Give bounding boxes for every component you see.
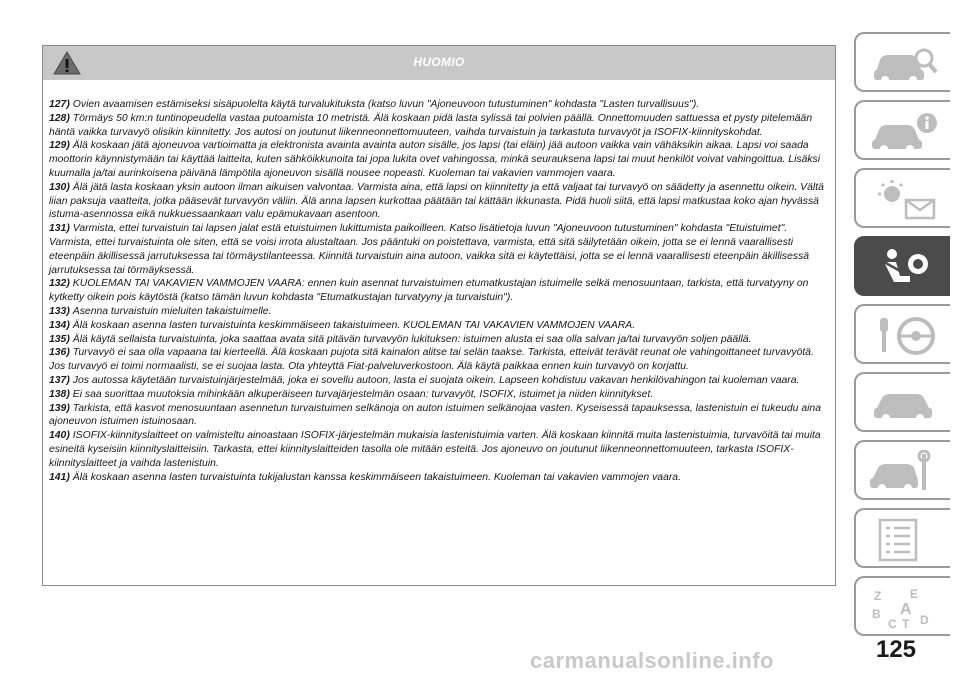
car-maintenance-icon [870, 450, 940, 494]
index-letter: A [900, 601, 912, 618]
warning-lights-icon [870, 178, 940, 222]
warning-note [49, 388, 829, 402]
note-number: 129) [49, 140, 70, 152]
warning-box [42, 45, 836, 586]
index-letter: Z [874, 589, 882, 603]
warning-note [49, 374, 829, 388]
note-number: 131) [49, 223, 70, 235]
note-text: Varmista, ettei turvaistuin tai lapsen jalat estä etuistuimen lukittumista paikoilleen. Katso lisätietoja luvun "Ajoneuvoon tutustuminen" kohdasta "Etuistuimet". Varmista, ettei turvaistuinta ole siten, että se voisi irrota alustaltaan. Jos pääntuki on poistettava, varmista, että sitä säilytetään oikein, jotta se ei lennä vaarallisesti eteenpäin äkillisessä jarrutuksessa tai törmäystilanteessa. Kiinnitä turvaistuin aina autoon, vaikka sitä ei käytettäisi, jotta se ei lennä vaarallisesti eteenpäin äkillisessä jarrutuksessa tai törmäyksessä. [49, 223, 810, 276]
note-number: 134) [49, 319, 70, 331]
note-number: 136) [49, 347, 70, 359]
note-number: 137) [49, 374, 70, 386]
note-number: 128) [49, 112, 70, 124]
note-text: Jos autossa käytetään turvaistuinjärjestelmää, joka ei sovellu autoon, lasta ei suojata oikein. Lapseen kohdistuu vakavan henkilövahingon tai kuoleman vaara. [72, 374, 800, 386]
warning-header [43, 46, 835, 80]
warning-title: HUOMIO [413, 55, 465, 69]
warning-note [49, 98, 829, 112]
warning-note [49, 305, 829, 319]
note-text: Turvavyö ei saa olla vapaana tai kierteellä. Älä koskaan pujota sitä kainalon alitse tai selän taakse. Tarkista, etteivät terävät reunat ole vahingoittaneet turvavyötä. Jos turvavyö ei toimi normaalisti, se ei suojaa lasta. Ota yhteyttä Fiat-palveluverkostoon. Älä käytä paikkaa ennen kuin turvavyö on korjattu. [49, 347, 814, 373]
tab-specifications[interactable] [854, 508, 950, 568]
note-number: 133) [49, 305, 70, 317]
note-number: 132) [49, 278, 70, 290]
tab-car-maintenance[interactable] [854, 440, 950, 500]
note-number: 141) [49, 471, 70, 483]
warning-note [49, 319, 829, 333]
tab-seat-airbag[interactable] [854, 236, 950, 296]
watermark: carmanualsonline.info [530, 648, 774, 673]
note-text: ISOFIX-kiinnityslaitteet on valmisteltu ainoastaan ISOFIX-järjestelmän mukaisia lastenistuimia varten. Älä koskaan kiinnitä muita lastenistuimia, turvavöitä tai muita esineitä kyseisiin kiinnityslaitteisiin. Tarkasta, ettei kiinnityslaitteiden tasolla ole mitään esteitä. Jos ajoneuvo on joutunut liikenneonnettomuuteen, tarkasta ISOFIX-kiinnityslaitteet ja vaihda lastenistuin. [49, 430, 821, 469]
warning-note [49, 429, 829, 470]
page-number: 125 [875, 636, 917, 663]
note-text: Älä koskaan asenna lasten turvaistuinta keskimmäiseen takaistuimeen. KUOLEMAN TAI VAKAVIEN VAMMOJEN VAARA. [72, 319, 636, 331]
key-steering-icon [870, 314, 940, 358]
note-text: Törmäys 50 km:n tuntinopeudella vastaa putoamista 10 metristä. Älä koskaan pidä lasta sylissä tai polvien päällä. Onnettomuuden sattuessa et pysty pitelemään häntä vaikka turvavyö olisikin kiinnitetty. Jos autosi on joutunut liikenneonnettomuuteen, vaihda turvaistuin ja tarkastuta turvavyöt ja ISOFIX-kiinnityskohdat. [49, 112, 813, 138]
warning-note [49, 333, 829, 347]
note-number: 139) [49, 402, 70, 414]
note-text: Älä jätä lasta koskaan yksin autoon ilman aikuisen valvontaa. Varmista aina, että lapsi on kiinnitetty ja että valjaat tai turvavyö on säädetty ja asennettu oikein. Vältä liian paksuja vaatteita, jotka pääsevät turvavyön väliin. Älä anna lapsen kurkottaa päätään tai kättään ikkunasta. Pidä huoli siitä, että lapsi matkustaa koko ajan hyvässä istuma-asennossa eikä nukkuessaankaan valu epämukavaan asentoon. [49, 181, 824, 221]
note-text: Älä koskaan jätä ajoneuvoa vartioimatta ja elektronista avainta avainta auton sisälle, jos lapsi (tai eläin) jää autoon vaikka vain vähäksikin aikaa. Lapsi voi saada moottorin käynnistymään tai käyttää laitteita, kuten sähköikkunoita tai jopa lukita ovet vahingossa, minkä seurauksena lapsi tai muut henkilöt voivat vahingoittua. Lisäksi kuumalla ja/tai aurinkoisena päivänä lämpötila ajoneuvon sisällä nousee nopeasti. Kuoleman tai vakavien vammojen vaara. [49, 140, 821, 179]
warning-note [49, 112, 829, 140]
index-letter: B [872, 607, 881, 621]
index-letters-icon [870, 586, 940, 630]
warning-note [49, 277, 829, 305]
note-number: 127) [49, 99, 70, 110]
note-number: 130) [49, 181, 70, 193]
tab-car-search[interactable] [854, 32, 950, 92]
note-text: Älä koskaan asenna lasten turvaistuinta tukijalustan kanssa keskimmäiseen takaistuimeen. Kuoleman tai vakavien vammojen vaara. [72, 471, 681, 483]
car-breakdown-icon [870, 382, 940, 426]
car-search-icon [870, 42, 940, 86]
note-text: Asenna turvaistuin mieluiten takaistuimelle. [72, 305, 272, 317]
tab-car-breakdown[interactable] [854, 372, 950, 432]
warning-note [49, 139, 829, 180]
warning-notes [49, 98, 829, 484]
note-number: 135) [49, 333, 70, 345]
note-text: Älä käytä sellaista turvaistuinta, joka saattaa avata sitä pitävän turvavyön lukituksen: istuimen alusta ei saa olla salvan ja/tai turvavyön soljen päällä. [72, 333, 752, 345]
note-text: Tarkista, että kasvot menosuuntaan asennetun turvaistuimen selkänoja on auton istuimen selkänojaa vasten. Kyseisessä tapauksessa, lastenistuin ei tukeudu aina ajoneuvon istuimen istuinosaan. [49, 402, 821, 428]
note-text: Ovien avaamisen estämiseksi sisäpuolelta käytä turvalukituksta (katso luvun "Ajoneuvoon tutustuminen" kohdasta "Lasten turvallisuus"). [72, 99, 700, 110]
specifications-list-icon [870, 518, 940, 562]
warning-note [49, 181, 829, 222]
warning-note [49, 346, 829, 374]
index-letter: T [902, 617, 910, 630]
tab-key-steering[interactable] [854, 304, 950, 364]
index-letter: D [920, 613, 929, 627]
tab-car-info[interactable] [854, 100, 950, 160]
note-text: KUOLEMAN TAI VAKAVIEN VAMMOJEN VAARA: ennen kuin asennat turvaistuimen etumatkustajan istuimelle selkä menosuuntaan, tarkista, että turvatyyny on kytketty oikein pois käytöstä (katso tämän luvun kohdasta "Etumatkustajan turvatyyny ja turvaistuin"). [49, 278, 809, 304]
note-number: 138) [49, 388, 70, 400]
warning-note [49, 471, 829, 485]
car-info-icon [870, 110, 940, 154]
tab-warning-lights[interactable] [854, 168, 950, 228]
tab-index[interactable] [854, 576, 950, 636]
note-text: Ei saa suorittaa muutoksia mihinkään alkuperäiseen turvajärjestelmän osaan: turvavyöt, ISOFIX, istuimet ja niiden kiinnitykset. [72, 388, 654, 400]
note-number: 140) [49, 430, 70, 442]
warning-note [49, 222, 829, 277]
index-letter: C [888, 617, 897, 630]
warning-note [49, 402, 829, 430]
seat-airbag-icon [870, 246, 940, 290]
index-letter: E [910, 587, 919, 601]
